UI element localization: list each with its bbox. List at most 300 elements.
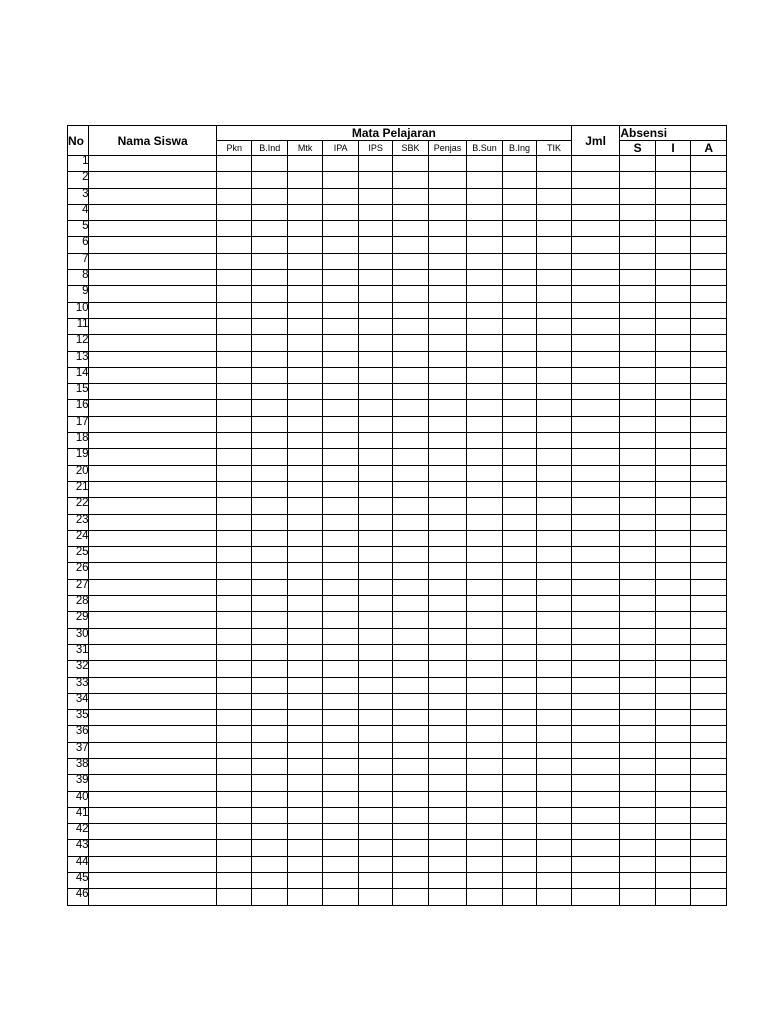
grade-cell[interactable]	[323, 172, 358, 188]
grade-cell[interactable]	[217, 889, 252, 905]
grade-cell[interactable]	[287, 807, 322, 823]
grade-cell[interactable]	[467, 579, 502, 595]
grade-cell[interactable]	[287, 547, 322, 563]
grade-cell[interactable]	[252, 221, 287, 237]
grade-cell[interactable]	[252, 726, 287, 742]
grade-cell[interactable]	[502, 172, 536, 188]
grade-cell[interactable]	[428, 661, 467, 677]
grade-cell[interactable]	[467, 644, 502, 660]
grade-cell[interactable]	[691, 465, 727, 481]
grade-cell[interactable]	[287, 628, 322, 644]
grade-cell[interactable]	[467, 351, 502, 367]
grade-cell[interactable]	[620, 873, 655, 889]
grade-cell[interactable]	[428, 156, 467, 172]
grade-cell[interactable]	[620, 628, 655, 644]
grade-cell[interactable]	[467, 237, 502, 253]
grade-cell[interactable]	[287, 514, 322, 530]
grade-cell[interactable]	[502, 286, 536, 302]
grade-cell[interactable]	[655, 270, 690, 286]
grade-cell[interactable]	[620, 840, 655, 856]
grade-cell[interactable]	[393, 367, 428, 383]
grade-cell[interactable]	[252, 758, 287, 774]
grade-cell[interactable]	[620, 433, 655, 449]
grade-cell[interactable]	[691, 514, 727, 530]
grade-cell[interactable]	[252, 579, 287, 595]
student-name-cell[interactable]	[89, 156, 217, 172]
grade-cell[interactable]	[323, 498, 358, 514]
grade-cell[interactable]	[537, 400, 572, 416]
grade-cell[interactable]	[393, 840, 428, 856]
grade-cell[interactable]	[691, 710, 727, 726]
grade-cell[interactable]	[252, 824, 287, 840]
grade-cell[interactable]	[252, 840, 287, 856]
grade-cell[interactable]	[537, 270, 572, 286]
grade-cell[interactable]	[217, 758, 252, 774]
grade-cell[interactable]	[691, 449, 727, 465]
grade-cell[interactable]	[287, 384, 322, 400]
grade-cell[interactable]	[571, 270, 620, 286]
grade-cell[interactable]	[467, 742, 502, 758]
grade-cell[interactable]	[358, 449, 392, 465]
grade-cell[interactable]	[393, 449, 428, 465]
grade-cell[interactable]	[655, 286, 690, 302]
grade-cell[interactable]	[691, 840, 727, 856]
grade-cell[interactable]	[655, 628, 690, 644]
grade-cell[interactable]	[691, 270, 727, 286]
grade-cell[interactable]	[217, 156, 252, 172]
grade-cell[interactable]	[393, 384, 428, 400]
grade-cell[interactable]	[358, 400, 392, 416]
grade-cell[interactable]	[323, 612, 358, 628]
grade-cell[interactable]	[467, 563, 502, 579]
grade-cell[interactable]	[252, 498, 287, 514]
grade-cell[interactable]	[502, 840, 536, 856]
grade-cell[interactable]	[217, 530, 252, 546]
grade-cell[interactable]	[217, 644, 252, 660]
grade-cell[interactable]	[252, 156, 287, 172]
grade-cell[interactable]	[217, 286, 252, 302]
grade-cell[interactable]	[655, 775, 690, 791]
grade-cell[interactable]	[571, 204, 620, 220]
grade-cell[interactable]	[428, 367, 467, 383]
grade-cell[interactable]	[287, 873, 322, 889]
grade-cell[interactable]	[428, 726, 467, 742]
grade-cell[interactable]	[537, 253, 572, 269]
grade-cell[interactable]	[537, 726, 572, 742]
grade-cell[interactable]	[393, 742, 428, 758]
grade-cell[interactable]	[467, 775, 502, 791]
grade-cell[interactable]	[252, 335, 287, 351]
grade-cell[interactable]	[252, 791, 287, 807]
grade-cell[interactable]	[217, 221, 252, 237]
grade-cell[interactable]	[467, 628, 502, 644]
grade-cell[interactable]	[537, 742, 572, 758]
grade-cell[interactable]	[217, 807, 252, 823]
grade-cell[interactable]	[217, 563, 252, 579]
grade-cell[interactable]	[620, 742, 655, 758]
student-name-cell[interactable]	[89, 384, 217, 400]
grade-cell[interactable]	[358, 351, 392, 367]
grade-cell[interactable]	[323, 384, 358, 400]
grade-cell[interactable]	[217, 677, 252, 693]
grade-cell[interactable]	[358, 889, 392, 905]
grade-cell[interactable]	[323, 433, 358, 449]
grade-cell[interactable]	[358, 547, 392, 563]
grade-cell[interactable]	[691, 824, 727, 840]
grade-cell[interactable]	[358, 644, 392, 660]
grade-cell[interactable]	[655, 465, 690, 481]
grade-cell[interactable]	[287, 840, 322, 856]
grade-cell[interactable]	[620, 791, 655, 807]
grade-cell[interactable]	[502, 237, 536, 253]
student-name-cell[interactable]	[89, 253, 217, 269]
grade-cell[interactable]	[393, 416, 428, 432]
grade-cell[interactable]	[217, 661, 252, 677]
grade-cell[interactable]	[252, 661, 287, 677]
grade-cell[interactable]	[467, 204, 502, 220]
grade-cell[interactable]	[467, 156, 502, 172]
grade-cell[interactable]	[691, 367, 727, 383]
student-name-cell[interactable]	[89, 188, 217, 204]
grade-cell[interactable]	[691, 204, 727, 220]
grade-cell[interactable]	[252, 530, 287, 546]
grade-cell[interactable]	[502, 400, 536, 416]
grade-cell[interactable]	[620, 563, 655, 579]
grade-cell[interactable]	[358, 628, 392, 644]
grade-cell[interactable]	[393, 302, 428, 318]
grade-cell[interactable]	[502, 465, 536, 481]
grade-cell[interactable]	[323, 465, 358, 481]
grade-cell[interactable]	[655, 726, 690, 742]
grade-cell[interactable]	[428, 384, 467, 400]
grade-cell[interactable]	[537, 840, 572, 856]
grade-cell[interactable]	[467, 856, 502, 872]
grade-cell[interactable]	[252, 286, 287, 302]
grade-cell[interactable]	[358, 204, 392, 220]
grade-cell[interactable]	[252, 367, 287, 383]
grade-cell[interactable]	[655, 221, 690, 237]
grade-cell[interactable]	[287, 156, 322, 172]
student-name-cell[interactable]	[89, 742, 217, 758]
grade-cell[interactable]	[393, 856, 428, 872]
grade-cell[interactable]	[620, 726, 655, 742]
grade-cell[interactable]	[537, 824, 572, 840]
grade-cell[interactable]	[620, 367, 655, 383]
grade-cell[interactable]	[323, 270, 358, 286]
grade-cell[interactable]	[467, 596, 502, 612]
grade-cell[interactable]	[571, 791, 620, 807]
grade-cell[interactable]	[252, 188, 287, 204]
grade-cell[interactable]	[467, 367, 502, 383]
grade-cell[interactable]	[620, 596, 655, 612]
grade-cell[interactable]	[655, 596, 690, 612]
grade-cell[interactable]	[620, 644, 655, 660]
grade-cell[interactable]	[428, 628, 467, 644]
grade-cell[interactable]	[323, 710, 358, 726]
grade-cell[interactable]	[428, 400, 467, 416]
grade-cell[interactable]	[502, 367, 536, 383]
grade-cell[interactable]	[691, 644, 727, 660]
grade-cell[interactable]	[502, 188, 536, 204]
grade-cell[interactable]	[467, 791, 502, 807]
grade-cell[interactable]	[691, 563, 727, 579]
grade-cell[interactable]	[691, 253, 727, 269]
grade-cell[interactable]	[358, 237, 392, 253]
grade-cell[interactable]	[537, 449, 572, 465]
grade-cell[interactable]	[287, 563, 322, 579]
grade-cell[interactable]	[428, 416, 467, 432]
grade-cell[interactable]	[323, 286, 358, 302]
grade-cell[interactable]	[571, 758, 620, 774]
grade-cell[interactable]	[655, 351, 690, 367]
grade-cell[interactable]	[502, 889, 536, 905]
grade-cell[interactable]	[358, 693, 392, 709]
grade-cell[interactable]	[467, 384, 502, 400]
grade-cell[interactable]	[287, 612, 322, 628]
grade-cell[interactable]	[217, 710, 252, 726]
grade-cell[interactable]	[502, 807, 536, 823]
grade-cell[interactable]	[620, 677, 655, 693]
grade-cell[interactable]	[655, 530, 690, 546]
grade-cell[interactable]	[502, 612, 536, 628]
grade-cell[interactable]	[502, 596, 536, 612]
grade-cell[interactable]	[620, 775, 655, 791]
grade-cell[interactable]	[620, 270, 655, 286]
grade-cell[interactable]	[358, 530, 392, 546]
grade-cell[interactable]	[571, 384, 620, 400]
grade-cell[interactable]	[358, 286, 392, 302]
grade-cell[interactable]	[217, 514, 252, 530]
grade-cell[interactable]	[691, 188, 727, 204]
grade-cell[interactable]	[428, 449, 467, 465]
student-name-cell[interactable]	[89, 644, 217, 660]
grade-cell[interactable]	[467, 824, 502, 840]
grade-cell[interactable]	[358, 416, 392, 432]
grade-cell[interactable]	[537, 156, 572, 172]
grade-cell[interactable]	[428, 579, 467, 595]
grade-cell[interactable]	[467, 840, 502, 856]
grade-cell[interactable]	[571, 644, 620, 660]
grade-cell[interactable]	[620, 530, 655, 546]
grade-cell[interactable]	[393, 612, 428, 628]
grade-cell[interactable]	[287, 204, 322, 220]
grade-cell[interactable]	[655, 710, 690, 726]
grade-cell[interactable]	[428, 693, 467, 709]
grade-cell[interactable]	[655, 873, 690, 889]
grade-cell[interactable]	[467, 449, 502, 465]
grade-cell[interactable]	[323, 807, 358, 823]
grade-cell[interactable]	[358, 856, 392, 872]
grade-cell[interactable]	[620, 449, 655, 465]
grade-cell[interactable]	[691, 726, 727, 742]
grade-cell[interactable]	[217, 253, 252, 269]
student-name-cell[interactable]	[89, 612, 217, 628]
grade-cell[interactable]	[358, 270, 392, 286]
grade-cell[interactable]	[537, 351, 572, 367]
grade-cell[interactable]	[287, 710, 322, 726]
grade-cell[interactable]	[428, 547, 467, 563]
grade-cell[interactable]	[691, 547, 727, 563]
grade-cell[interactable]	[252, 807, 287, 823]
student-name-cell[interactable]	[89, 351, 217, 367]
grade-cell[interactable]	[502, 530, 536, 546]
grade-cell[interactable]	[393, 824, 428, 840]
grade-cell[interactable]	[428, 824, 467, 840]
grade-cell[interactable]	[323, 416, 358, 432]
grade-cell[interactable]	[571, 433, 620, 449]
grade-cell[interactable]	[252, 563, 287, 579]
grade-cell[interactable]	[393, 710, 428, 726]
grade-cell[interactable]	[537, 367, 572, 383]
grade-cell[interactable]	[393, 889, 428, 905]
grade-cell[interactable]	[571, 400, 620, 416]
grade-cell[interactable]	[252, 416, 287, 432]
grade-cell[interactable]	[691, 579, 727, 595]
grade-cell[interactable]	[428, 644, 467, 660]
grade-cell[interactable]	[620, 351, 655, 367]
grade-cell[interactable]	[252, 400, 287, 416]
grade-cell[interactable]	[393, 253, 428, 269]
grade-cell[interactable]	[537, 563, 572, 579]
grade-cell[interactable]	[287, 677, 322, 693]
grade-cell[interactable]	[571, 693, 620, 709]
grade-cell[interactable]	[537, 433, 572, 449]
grade-cell[interactable]	[620, 204, 655, 220]
grade-cell[interactable]	[428, 514, 467, 530]
grade-cell[interactable]	[467, 612, 502, 628]
grade-cell[interactable]	[571, 563, 620, 579]
grade-cell[interactable]	[217, 547, 252, 563]
grade-cell[interactable]	[217, 775, 252, 791]
grade-cell[interactable]	[467, 677, 502, 693]
grade-cell[interactable]	[655, 824, 690, 840]
grade-cell[interactable]	[571, 677, 620, 693]
grade-cell[interactable]	[467, 270, 502, 286]
grade-cell[interactable]	[358, 612, 392, 628]
grade-cell[interactable]	[252, 856, 287, 872]
grade-cell[interactable]	[620, 156, 655, 172]
grade-cell[interactable]	[655, 856, 690, 872]
grade-cell[interactable]	[323, 791, 358, 807]
grade-cell[interactable]	[655, 661, 690, 677]
grade-cell[interactable]	[571, 824, 620, 840]
grade-cell[interactable]	[537, 661, 572, 677]
student-name-cell[interactable]	[89, 889, 217, 905]
grade-cell[interactable]	[323, 726, 358, 742]
grade-cell[interactable]	[287, 318, 322, 334]
grade-cell[interactable]	[691, 286, 727, 302]
grade-cell[interactable]	[287, 253, 322, 269]
grade-cell[interactable]	[217, 742, 252, 758]
grade-cell[interactable]	[428, 677, 467, 693]
grade-cell[interactable]	[252, 596, 287, 612]
grade-cell[interactable]	[537, 644, 572, 660]
grade-cell[interactable]	[393, 775, 428, 791]
grade-cell[interactable]	[691, 661, 727, 677]
grade-cell[interactable]	[620, 465, 655, 481]
grade-cell[interactable]	[620, 188, 655, 204]
grade-cell[interactable]	[691, 693, 727, 709]
grade-cell[interactable]	[323, 856, 358, 872]
grade-cell[interactable]	[358, 384, 392, 400]
grade-cell[interactable]	[428, 270, 467, 286]
grade-cell[interactable]	[217, 612, 252, 628]
grade-cell[interactable]	[287, 172, 322, 188]
grade-cell[interactable]	[393, 596, 428, 612]
grade-cell[interactable]	[537, 335, 572, 351]
grade-cell[interactable]	[323, 563, 358, 579]
grade-cell[interactable]	[287, 351, 322, 367]
grade-cell[interactable]	[655, 481, 690, 497]
grade-cell[interactable]	[467, 286, 502, 302]
student-name-cell[interactable]	[89, 530, 217, 546]
grade-cell[interactable]	[467, 221, 502, 237]
grade-cell[interactable]	[467, 889, 502, 905]
grade-cell[interactable]	[537, 221, 572, 237]
grade-cell[interactable]	[217, 628, 252, 644]
grade-cell[interactable]	[620, 400, 655, 416]
grade-cell[interactable]	[358, 253, 392, 269]
grade-cell[interactable]	[358, 335, 392, 351]
grade-cell[interactable]	[502, 710, 536, 726]
student-name-cell[interactable]	[89, 791, 217, 807]
grade-cell[interactable]	[655, 644, 690, 660]
student-name-cell[interactable]	[89, 856, 217, 872]
grade-cell[interactable]	[252, 465, 287, 481]
grade-cell[interactable]	[467, 758, 502, 774]
grade-cell[interactable]	[252, 449, 287, 465]
grade-cell[interactable]	[537, 807, 572, 823]
grade-cell[interactable]	[217, 367, 252, 383]
grade-cell[interactable]	[502, 726, 536, 742]
grade-cell[interactable]	[620, 172, 655, 188]
grade-cell[interactable]	[393, 530, 428, 546]
grade-cell[interactable]	[691, 775, 727, 791]
grade-cell[interactable]	[655, 335, 690, 351]
student-name-cell[interactable]	[89, 726, 217, 742]
grade-cell[interactable]	[571, 237, 620, 253]
grade-cell[interactable]	[428, 596, 467, 612]
grade-cell[interactable]	[252, 318, 287, 334]
grade-cell[interactable]	[502, 253, 536, 269]
grade-cell[interactable]	[287, 824, 322, 840]
grade-cell[interactable]	[502, 775, 536, 791]
grade-cell[interactable]	[537, 498, 572, 514]
grade-cell[interactable]	[323, 237, 358, 253]
grade-cell[interactable]	[287, 579, 322, 595]
grade-cell[interactable]	[655, 188, 690, 204]
grade-cell[interactable]	[358, 710, 392, 726]
grade-cell[interactable]	[571, 172, 620, 188]
grade-cell[interactable]	[571, 547, 620, 563]
grade-cell[interactable]	[358, 481, 392, 497]
grade-cell[interactable]	[537, 677, 572, 693]
student-name-cell[interactable]	[89, 514, 217, 530]
student-name-cell[interactable]	[89, 465, 217, 481]
grade-cell[interactable]	[393, 188, 428, 204]
grade-cell[interactable]	[537, 302, 572, 318]
grade-cell[interactable]	[571, 449, 620, 465]
grade-cell[interactable]	[287, 758, 322, 774]
grade-cell[interactable]	[323, 221, 358, 237]
student-name-cell[interactable]	[89, 481, 217, 497]
grade-cell[interactable]	[502, 416, 536, 432]
student-name-cell[interactable]	[89, 563, 217, 579]
grade-cell[interactable]	[393, 644, 428, 660]
grade-cell[interactable]	[467, 710, 502, 726]
grade-cell[interactable]	[428, 172, 467, 188]
grade-cell[interactable]	[323, 644, 358, 660]
